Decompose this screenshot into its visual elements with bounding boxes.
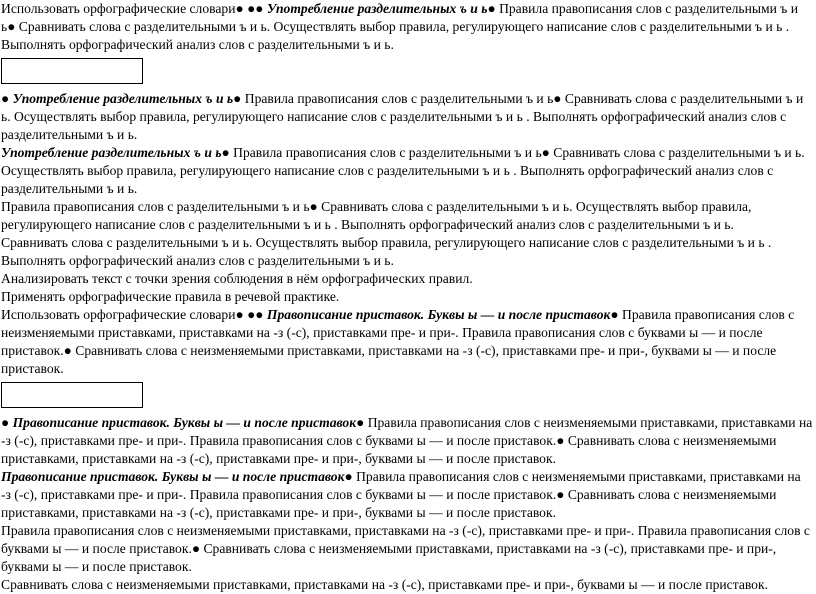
paragraph-1	[1, 0, 813, 54]
paragraph-6: Анализировать текст с точки зрения соблюдения в нём орфографических правил.	[1, 271, 473, 286]
section-heading: Правописание приставок. Буквы ы — и после приставок●	[1, 469, 353, 484]
section-heading: ● Правописание приставок. Буквы ы — и после приставок●	[1, 415, 365, 430]
empty-box	[1, 58, 143, 84]
paragraph-8	[1, 306, 813, 378]
paragraph-text: Правила правописания слов с неизменяемыми приставками, приставками на -з (-с), приставками пре- и при-. Правила правописания слов с буквами ы — и после приставок.● Сравнивать слова с неизменяемыми приставками, приставками на -з (-с), приставками пре- и при-, буквами ы — и после приставок.	[1, 469, 801, 520]
paragraph-2	[1, 90, 813, 144]
paragraph-text: Правила правописания слов с разделительными ъ и ь● Сравнивать слова с разделительными ъ и ь. Осуществлять выбор правила, регулирующего написание слов с разделительными ъ и ь . Выполнять орфографический анализ слов с разделительными ъ и ь.	[1, 91, 804, 142]
paragraph-lead: Использовать орфографические словари	[1, 1, 236, 16]
paragraph-text: Правила правописания слов с разделительными ъ и ь● Сравнивать слова с разделительными ъ и ь. Осуществлять выбор правила, регулирующего написание слов с разделительными ъ и ь . Выполнять орфографический анализ слов с разделительными ъ и ь.	[1, 1, 799, 52]
paragraph-text: Правила правописания слов с неизменяемыми приставками, приставками на -з (-с), приставками пре- и при-. Правила правописания слов с буквами ы — и после приставок.● Сравнивать слова с неизменяемыми приставками, приставками на -з (-с), приставками пре- и при-, буквами ы — и после приставок.	[1, 307, 795, 376]
section-heading: Употребление разделительных ъ и ь●	[1, 145, 230, 160]
paragraph-4: Правила правописания слов с разделительными ъ и ь● Сравнивать слова с разделительными ъ и ь. Осуществлять выбор правила, регулирующего написание слов с разделительными ъ и ь . Выполнять орфографический анализ слов с разделительными ъ и ь.	[1, 199, 752, 232]
paragraph-3	[1, 144, 813, 198]
paragraph-11: Правила правописания слов с неизменяемыми приставками, приставками на -з (-с), приставками пре- и при-. Правила правописания слов с буквами ы — и после приставок.● Сравнивать слова с неизменяемыми приставками, приставками на -з (-с), приставками пре- и при-, буквами ы — и после приставок.	[1, 523, 810, 574]
paragraph-7: Применять орфографические правила в речевой практике.	[1, 289, 340, 304]
paragraph-text: Правила правописания слов с разделительными ъ и ь● Сравнивать слова с разделительными ъ и ь. Осуществлять выбор правила, регулирующего написание слов с разделительными ъ и ь . Выполнять орфографический анализ слов с разделительными ъ и ь.	[1, 145, 805, 196]
paragraph-lead: Использовать орфографические словари	[1, 307, 236, 322]
section-heading: ● Употребление разделительных ъ и ь●	[1, 91, 242, 106]
paragraph-10	[1, 468, 813, 522]
paragraph-9	[1, 414, 813, 468]
section-heading: ● ●● Правописание приставок. Буквы ы — и после приставок●	[235, 307, 619, 322]
paragraph-5: Сравнивать слова с разделительными ъ и ь. Осуществлять выбор правила, регулирующего написание слов с разделительными ъ и ь . Выполнять орфографический анализ слов с разделительными ъ и ь.	[1, 235, 772, 268]
paragraph-text: Правила правописания слов с неизменяемыми приставками, приставками на -з (-с), приставками пре- и при-. Правила правописания слов с буквами ы — и после приставок.● Сравнивать слова с неизменяемыми приставками, приставками на -з (-с), приставками пре- и при-, буквами ы — и после приставок.	[1, 415, 813, 466]
paragraph-12: Сравнивать слова с неизменяемыми приставками, приставками на -з (-с), приставками пре- и при-, буквами ы — и после приставок.	[1, 577, 768, 592]
section-heading: ● ●● Употребление разделительных ъ и ь●	[235, 1, 496, 16]
empty-box	[1, 382, 143, 408]
